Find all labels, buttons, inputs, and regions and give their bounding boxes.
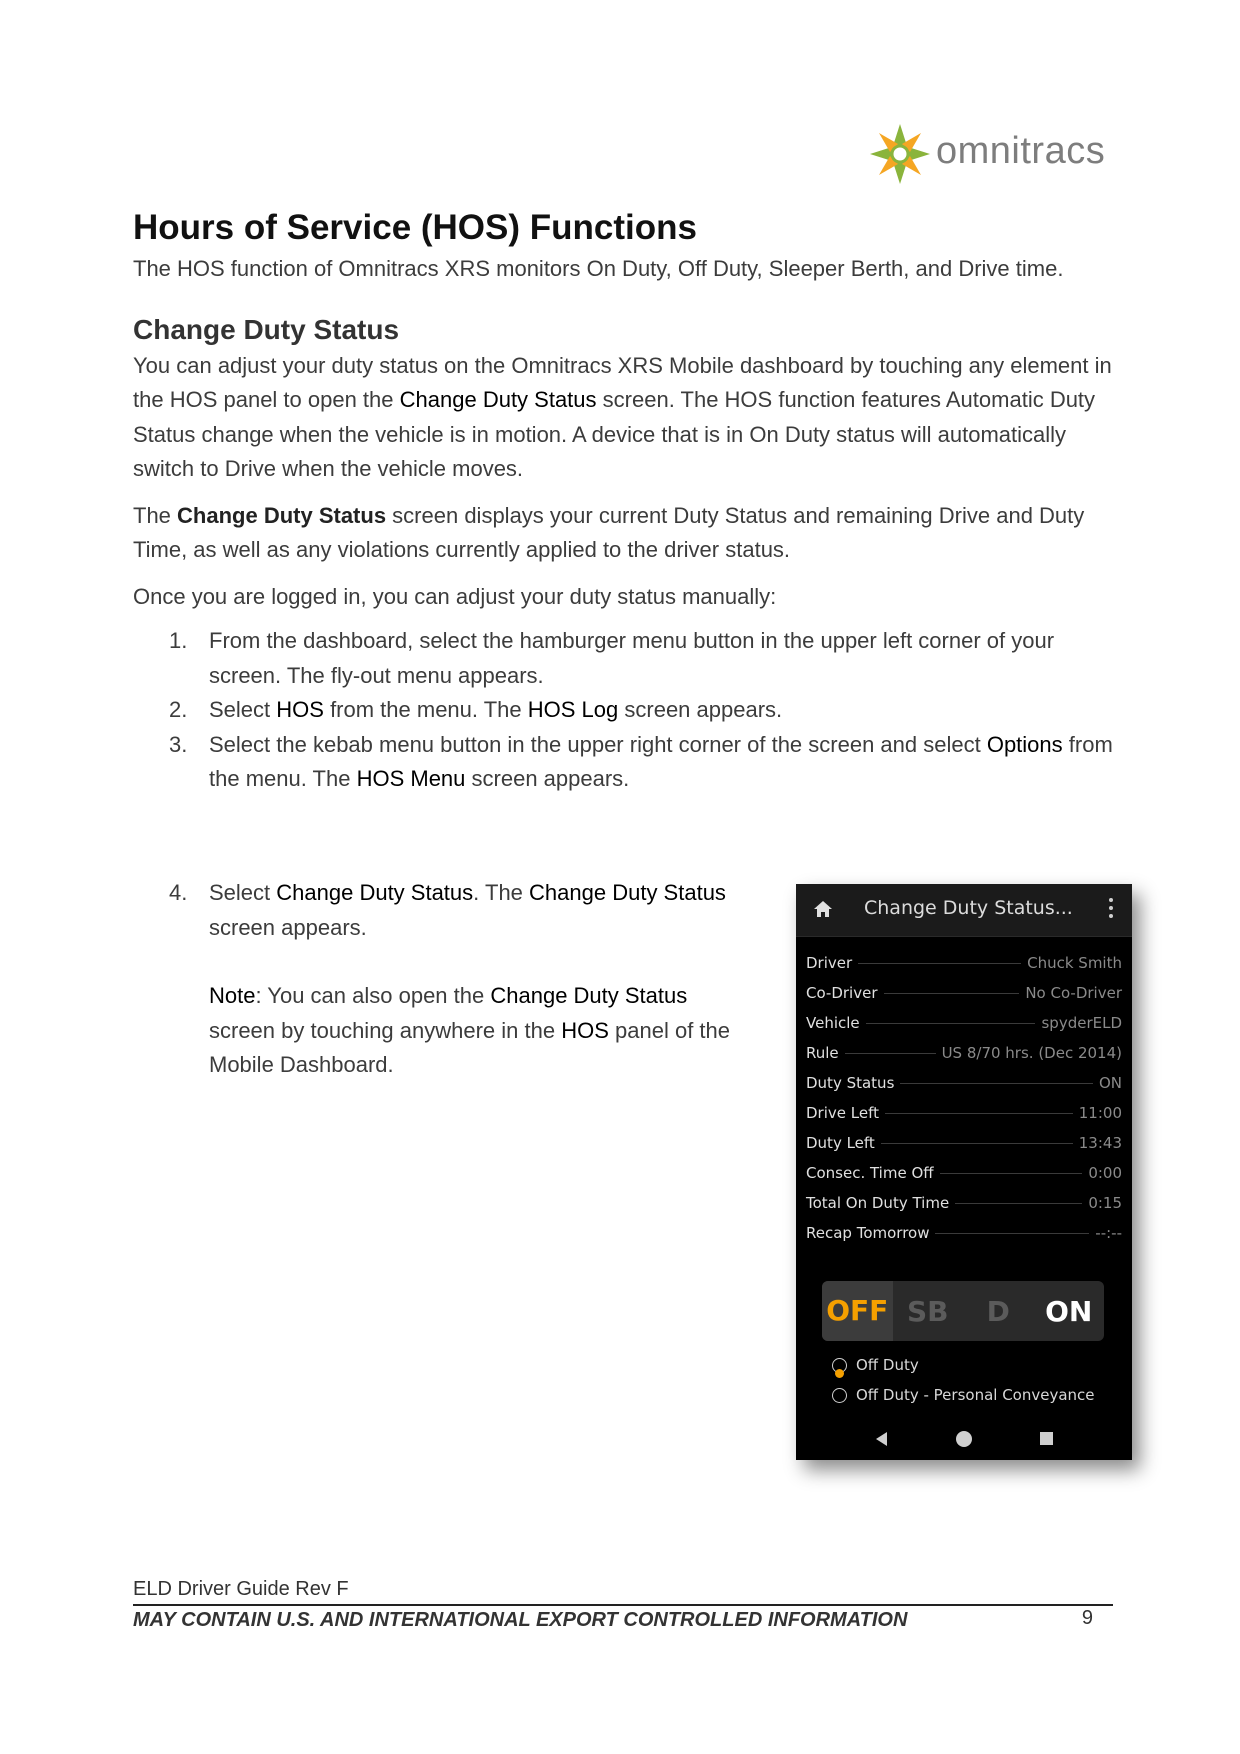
leader-line xyxy=(866,1023,1036,1024)
leader-line xyxy=(845,1053,936,1054)
status-row-value: No Co-Driver xyxy=(1025,984,1122,1002)
list-item: 1. From the dashboard, select the hamburger menu button in the upper left corner of your screen. The fly-out menu appears. xyxy=(169,628,1055,688)
status-row-value: spyderELD xyxy=(1041,1014,1122,1032)
status-d-button[interactable]: D xyxy=(986,1294,1010,1328)
status-row-label: Duty Status xyxy=(806,1074,895,1092)
leader-line xyxy=(858,963,1021,964)
app-bar xyxy=(796,884,1132,937)
page-number: 9 xyxy=(1081,1607,1093,1629)
status-row-value: --:-- xyxy=(1095,1224,1122,1242)
status-sb-button[interactable]: SB xyxy=(906,1294,949,1328)
back-icon[interactable] xyxy=(876,1432,887,1446)
radio-off-duty[interactable] xyxy=(832,1356,919,1374)
footer-divider xyxy=(133,1604,1113,1606)
radio-label: Off Duty - Personal Conveyance xyxy=(856,1386,1095,1404)
list-item: 2. Select HOS from the menu. The HOS Log screen appears. xyxy=(169,697,783,722)
note-paragraph: Note: You can also open the Change Duty Status screen by touching anywhere in the HOS panel of the Mobile Dashboard. xyxy=(209,983,731,1077)
status-row xyxy=(806,978,1122,1008)
status-row xyxy=(806,1068,1122,1098)
status-row xyxy=(806,1218,1122,1248)
status-row-label: Vehicle xyxy=(806,1014,860,1032)
status-row xyxy=(806,1158,1122,1188)
leader-line xyxy=(955,1203,1082,1204)
leader-line xyxy=(940,1173,1083,1174)
footer-export-notice: MAY CONTAIN U.S. AND INTERNATIONAL EXPORT CONTROLLED INFORMATION xyxy=(133,1609,908,1631)
status-row-value: 13:43 xyxy=(1078,1134,1122,1152)
status-off-button[interactable]: OFF xyxy=(822,1281,893,1341)
section-paragraph-3: Once you are logged in, you can adjust your duty status manually: xyxy=(133,583,777,609)
status-row-label: Total On Duty Time xyxy=(806,1194,950,1212)
leader-line xyxy=(935,1233,1089,1234)
list-item: 3. Select the kebab menu button in the upper right corner of the screen and select Options from the menu. The HOS Menu screen appears. xyxy=(169,731,1113,791)
leader-line xyxy=(884,993,1020,994)
status-row-label: Rule xyxy=(806,1044,839,1062)
recent-apps-icon[interactable] xyxy=(1040,1432,1053,1445)
status-row xyxy=(806,1038,1122,1068)
radio-icon xyxy=(832,1358,847,1373)
footer-guide-title: ELD Driver Guide Rev F xyxy=(133,1578,349,1600)
status-row xyxy=(806,1098,1122,1128)
steps-list xyxy=(133,624,1113,797)
status-row-value: 11:00 xyxy=(1078,1104,1122,1122)
leader-line xyxy=(885,1113,1073,1114)
main-content xyxy=(133,204,1113,797)
omnitracs-star-icon xyxy=(866,120,934,188)
status-row-label: Driver xyxy=(806,954,853,972)
page-footer xyxy=(133,1578,1113,1632)
intro-paragraph: The HOS function of Omnitracs XRS monitors On Duty, Off Duty, Sleeper Berth, and Drive time. xyxy=(133,256,1064,281)
status-row-value: Chuck Smith xyxy=(1027,954,1122,972)
status-row-value: 0:15 xyxy=(1088,1194,1122,1212)
home-icon[interactable] xyxy=(812,898,834,920)
status-row-label: Recap Tomorrow xyxy=(806,1224,930,1242)
status-row-value: 0:00 xyxy=(1088,1164,1122,1182)
section-paragraph-1: You can adjust your duty status on the Omnitracs XRS Mobile dashboard by touching any element in the HOS panel to open the Change Duty Status screen. The HOS function features Automatic Duty Status change when the vehicle is in motion. A device that is in On Duty status will automatically switch to Drive when the vehicle moves. xyxy=(133,352,1112,481)
status-row-label: Co-Driver xyxy=(806,984,878,1002)
status-row xyxy=(806,1188,1122,1218)
leader-line xyxy=(881,1143,1073,1144)
duty-status-switch xyxy=(822,1281,1104,1341)
status-row-value: US 8/70 hrs. (Dec 2014) xyxy=(941,1044,1122,1062)
page-title: Hours of Service (HOS) Functions xyxy=(133,208,697,247)
list-item: 4. Select Change Duty Status. The Change Duty Status screen appears. xyxy=(169,880,726,940)
status-on-button[interactable]: ON xyxy=(1045,1294,1093,1328)
kebab-menu-icon[interactable] xyxy=(1108,898,1114,920)
status-row xyxy=(806,1008,1122,1038)
section-paragraph-2: The Change Duty Status screen displays your current Duty Status and remaining Drive and Duty Time, as well as any violations currently applied to the driver status. xyxy=(133,502,1085,562)
status-row-label: Drive Left xyxy=(806,1104,879,1122)
logo-text: omnitracs xyxy=(936,130,1106,172)
radio-personal-conveyance[interactable] xyxy=(832,1386,1095,1404)
status-row xyxy=(806,1128,1122,1158)
app-bar-title: Change Duty Status... xyxy=(864,897,1073,919)
radio-label: Off Duty xyxy=(856,1356,919,1374)
omnitracs-logo xyxy=(866,120,1116,200)
step-4-block xyxy=(133,876,753,1083)
change-duty-status-screenshot xyxy=(796,884,1132,1460)
status-rows xyxy=(806,948,1122,1248)
home-circle-icon[interactable] xyxy=(956,1431,972,1447)
section-title: Change Duty Status xyxy=(133,313,400,345)
leader-line xyxy=(900,1083,1093,1084)
status-row-value: ON xyxy=(1098,1074,1122,1092)
status-row-label: Duty Left xyxy=(806,1134,875,1152)
status-row xyxy=(806,948,1122,978)
radio-icon xyxy=(832,1388,847,1403)
status-row-label: Consec. Time Off xyxy=(806,1164,934,1182)
android-nav-bar xyxy=(796,1428,1132,1452)
